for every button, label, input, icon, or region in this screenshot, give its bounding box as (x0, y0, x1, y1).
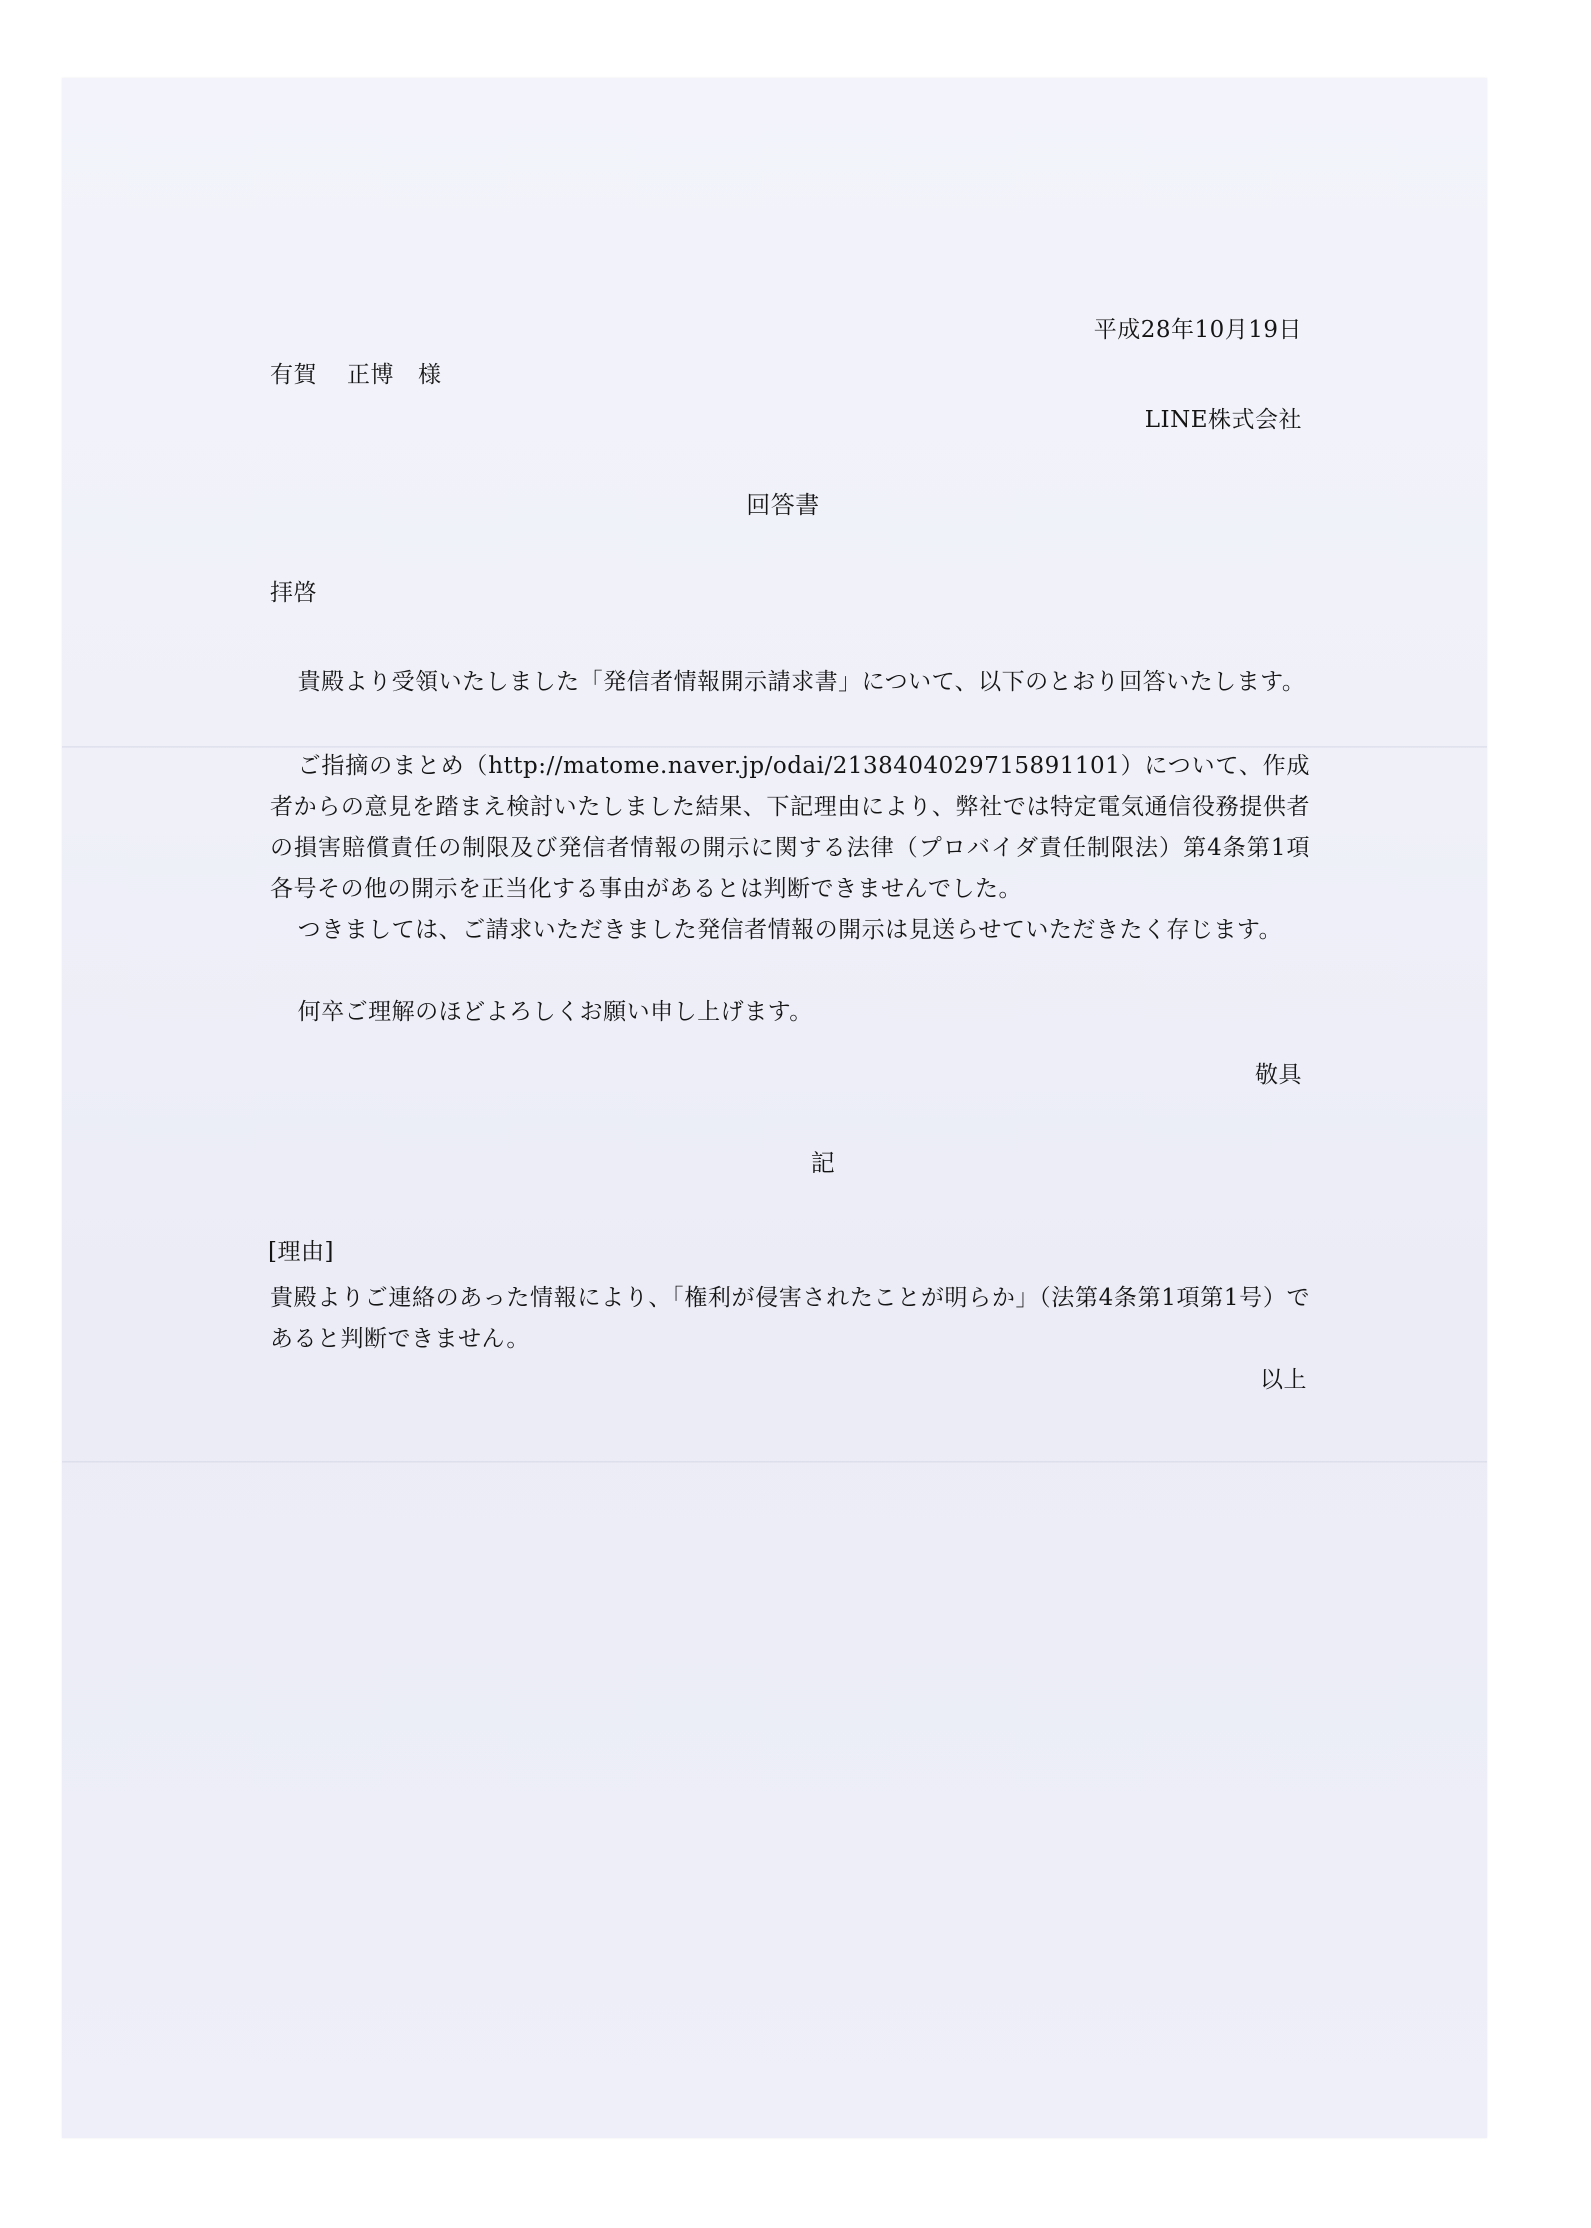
ki-heading: 記 (810, 1149, 836, 1177)
closing-phrase: 敬具 (1255, 1062, 1302, 1088)
reason-text: 貴殿よりご連絡のあった情報により、「権利が侵害されたことが明らか」（法第4条第1項第1号）であると判断できません。 (270, 1285, 1310, 1352)
body-paragraph-1: 貴殿より受領いたしました「発信者情報開示請求書」について、以下のとおり回答いたします。 (297, 669, 1306, 695)
recipient-name (270, 360, 442, 390)
reason-label: [理由] (268, 1239, 334, 1265)
recipient-given-name: 正博 (347, 362, 394, 388)
body-paragraph-4: 何卒ご理解のほどよろしくお願い申し上げます。 (297, 999, 813, 1025)
letter-date: 平成28年10月19日 (1093, 317, 1302, 343)
paper-fold-line (62, 1461, 1487, 1463)
recipient-honorific: 様 (418, 362, 442, 388)
recipient-surname: 有賀 (270, 362, 317, 388)
document-title: 回答書 (746, 491, 820, 519)
end-mark: 以上 (1260, 1367, 1307, 1393)
sender-company: LINE株式会社 (1144, 407, 1302, 433)
body-paragraph-2: ご指摘のまとめ（http://matome.naver.jp/odai/2138404029715891101）について、作成者からの意見を踏まえ検討いたしました結果、下記理由により、弊社では特定電気通信役務提供者の損害賠償責任の制限及び発信者情報の開示に関する法律（プロバイダ責任制限法）第4条第1項各号その他の開示を正当化する事由があるとは判断できませんでした。 (270, 753, 1310, 902)
body-paragraph-3: つきましては、ご請求いただきました発信者情報の開示は見送らせていただきたく存じます。 (297, 917, 1283, 943)
salutation: 拝啓 (270, 580, 317, 606)
